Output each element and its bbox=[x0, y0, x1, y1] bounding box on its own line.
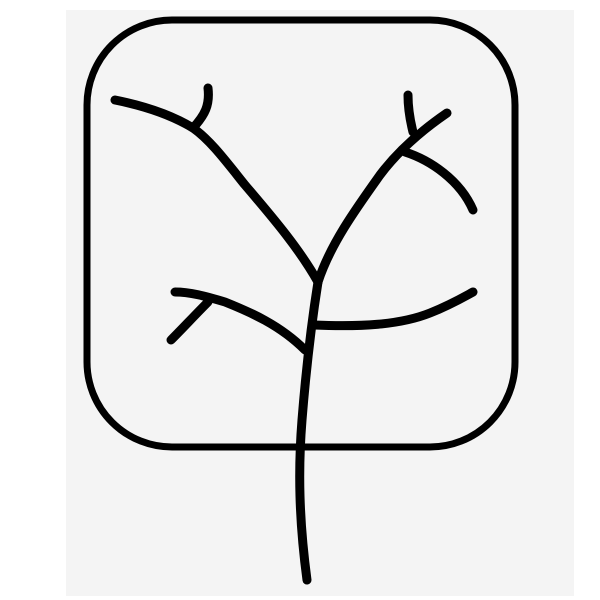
twig-upper-right-long bbox=[405, 152, 473, 210]
twig-upper-left bbox=[193, 88, 208, 128]
twig-upper-right-small bbox=[408, 95, 413, 132]
twig-lower-left bbox=[171, 302, 208, 340]
branch-upper-left bbox=[115, 100, 318, 282]
branch-middle-right bbox=[314, 292, 473, 326]
branch-upper-right bbox=[318, 113, 447, 282]
